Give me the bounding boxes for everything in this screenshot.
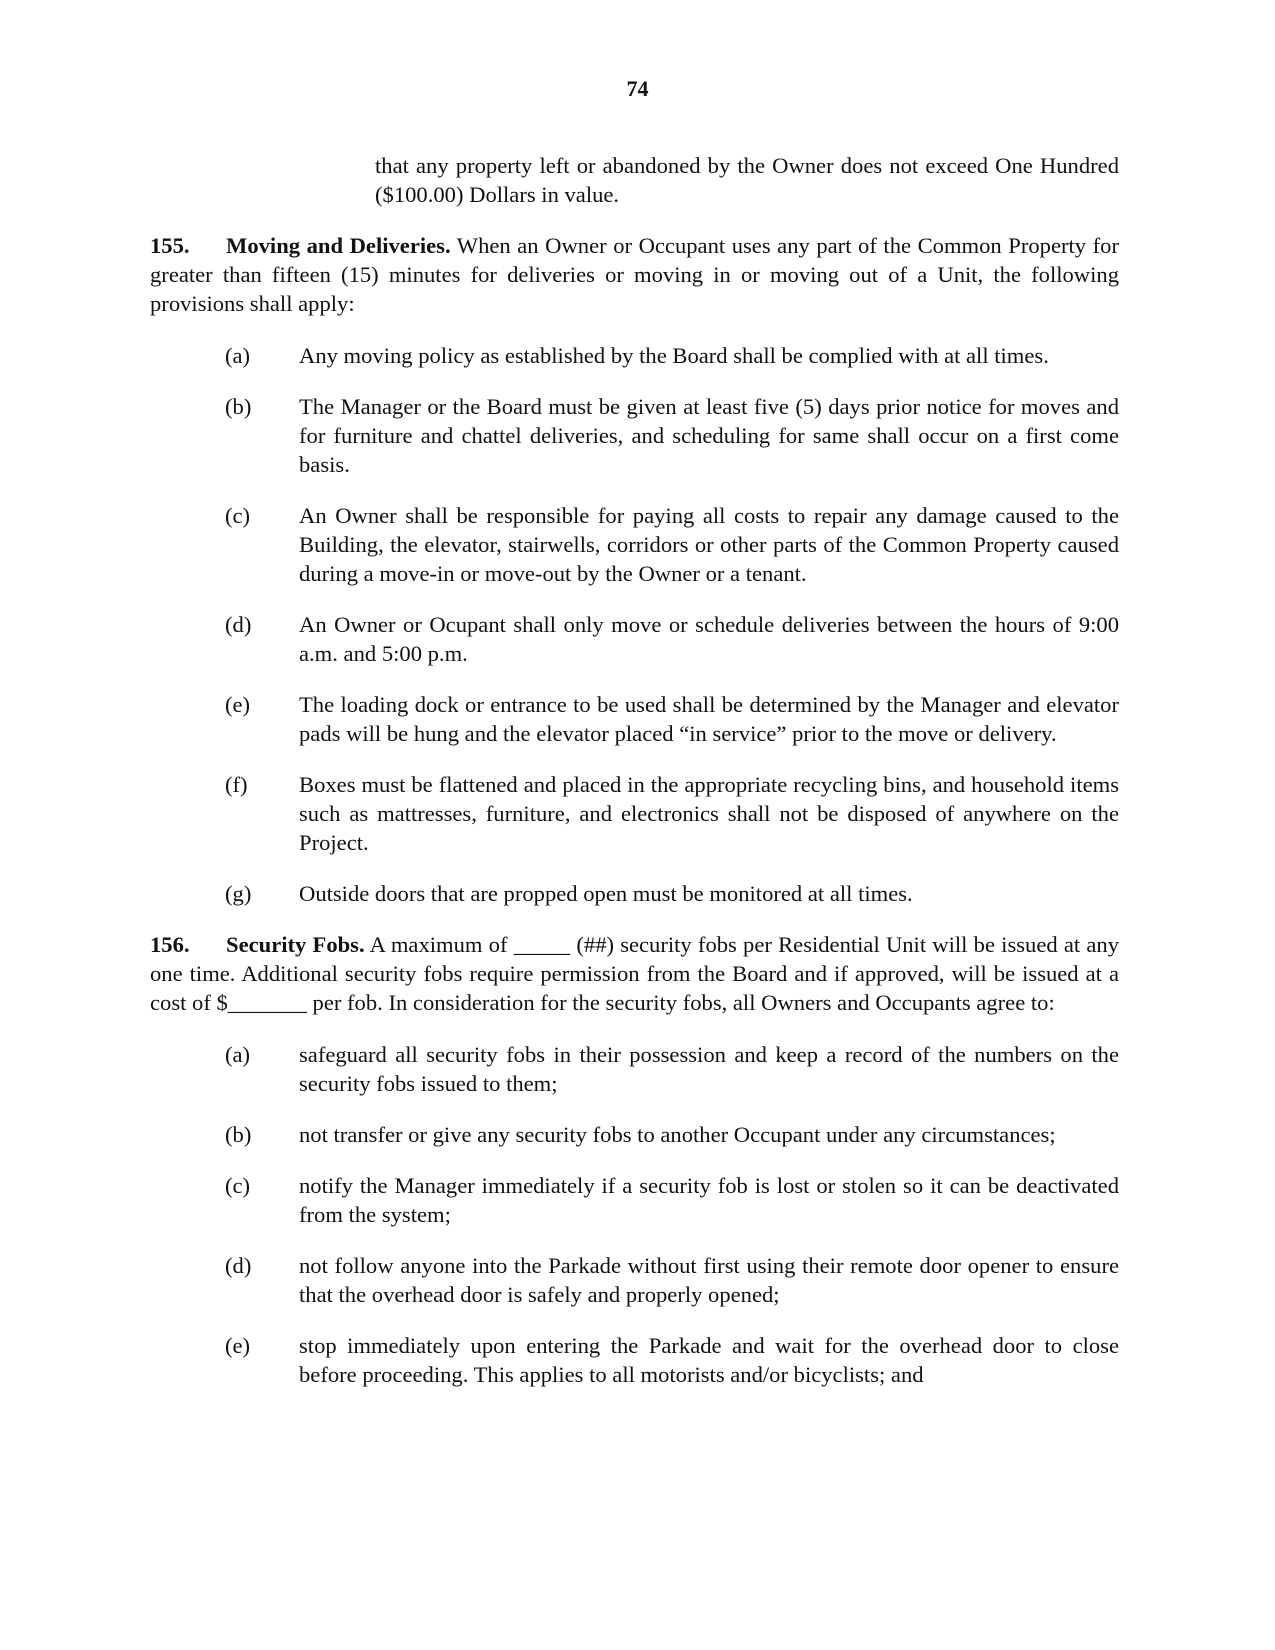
- item-text: An Owner shall be responsible for paying all costs to repair any damage caused to the Building, the elevator, stairwells, corridors or other parts of the Common Property caused during a move-in or move-out by the Owner or a tenant.: [299, 503, 1119, 586]
- page-number: 74: [626, 76, 649, 101]
- item-label: (c): [225, 503, 251, 528]
- section-156: [150, 930, 1119, 1389]
- list-item: [150, 1171, 1119, 1229]
- provision-list: [150, 1040, 1119, 1389]
- section-intro: When an Owner or Occupant uses any part of the Common Property for greater than fifteen (15) minutes for deliveries or moving in or moving out of a Unit, the following provisions shall apply:: [150, 233, 1119, 316]
- item-text: The loading dock or entrance to be used shall be determined by the Manager and elevator pads will be hung and the elevator placed “in service” prior to the move or delivery.: [299, 692, 1119, 746]
- item-text: Boxes must be flattened and placed in the appropriate recycling bins, and household items such as mattresses, furniture, and electronics shall not be disposed of anywhere on the Project.: [299, 772, 1119, 855]
- item-text: not follow anyone into the Parkade without first using their remote door opener to ensure that the overhead door is safely and properly opened;: [299, 1253, 1119, 1307]
- section-intro: A maximum of _____ (##) security fobs per Residential Unit will be issued at any one time. Additional security fobs require permission from the Board and if approved, will be issued at a cost of $_______ per fob. In consideration for the security fobs, all Owners and Occupants agree to:: [150, 932, 1119, 1015]
- section-number: 155.: [150, 233, 190, 258]
- section-title: Moving and Deliveries.: [226, 233, 451, 258]
- item-text: notify the Manager immediately if a security fob is lost or stolen so it can be deactivated from the system;: [299, 1173, 1119, 1227]
- list-item: [150, 1040, 1119, 1098]
- item-label: (d): [225, 1253, 252, 1278]
- item-text: An Owner or Ocupant shall only move or schedule deliveries between the hours of 9:00 a.m. and 5:00 p.m.: [299, 612, 1119, 666]
- item-text: Any moving policy as established by the Board shall be complied with at all times.: [299, 343, 1049, 368]
- item-label: (a): [225, 1042, 251, 1067]
- list-item: [150, 341, 1119, 370]
- list-item: [150, 1120, 1119, 1149]
- section-paragraph: [150, 231, 1119, 318]
- item-text: not transfer or give any security fobs to another Occupant under any circumstances;: [299, 1122, 1056, 1147]
- section-number: 156.: [150, 932, 190, 957]
- list-item: [150, 770, 1119, 857]
- item-text: stop immediately upon entering the Parkade and wait for the overhead door to close before proceeding. This applies to all motorists and/or bicyclists; and: [299, 1333, 1119, 1387]
- item-label: (g): [225, 881, 252, 906]
- list-item: [150, 1331, 1119, 1389]
- item-text: The Manager or the Board must be given at least five (5) days prior notice for moves and for furniture and chattel deliveries, and scheduling for same shall occur on a first come basis.: [299, 394, 1119, 477]
- item-text: Outside doors that are propped open must be monitored at all times.: [299, 881, 913, 906]
- provision-list: [150, 341, 1119, 908]
- list-item: [150, 392, 1119, 479]
- list-item: [150, 501, 1119, 588]
- section-paragraph: [150, 930, 1119, 1017]
- item-label: (d): [225, 612, 252, 637]
- item-label: (c): [225, 1173, 251, 1198]
- list-item: [150, 1251, 1119, 1309]
- item-label: (f): [225, 772, 248, 797]
- item-label: (b): [225, 1122, 252, 1147]
- document-body: [150, 151, 1119, 1389]
- list-item: [150, 690, 1119, 748]
- section-155: [150, 231, 1119, 908]
- list-item: [150, 879, 1119, 908]
- item-label: (a): [225, 343, 251, 368]
- item-label: (e): [225, 692, 251, 717]
- list-item: [150, 610, 1119, 668]
- item-text: safeguard all security fobs in their possession and keep a record of the numbers on the security fobs issued to them;: [299, 1042, 1119, 1096]
- section-title: Security Fobs.: [226, 932, 365, 957]
- continuation-paragraph: that any property left or abandoned by the Owner does not exceed One Hundred ($100.00) Dollars in value.: [375, 153, 1119, 207]
- item-label: (e): [225, 1333, 251, 1358]
- item-label: (b): [225, 394, 252, 419]
